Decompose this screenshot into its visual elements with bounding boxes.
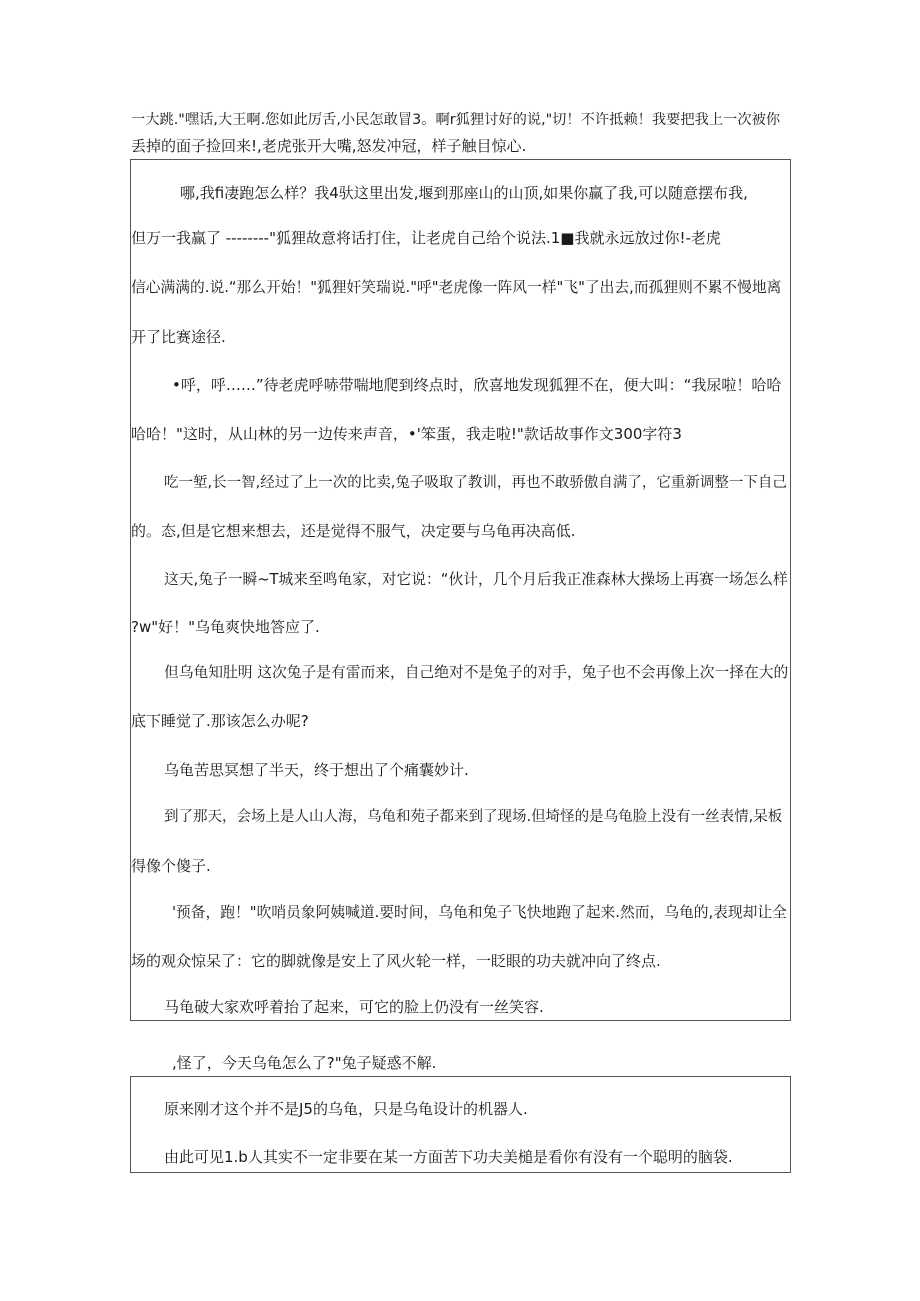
box2-paragraph-2-line-1: 由此可见1.b人其实不一定非要在某一方面苦下功夫美槌是看你有没有一个聪明的脑袋.	[164, 1148, 733, 1166]
box1-paragraph-9-line-1: 马龟破大家欢呼着抬了起来，可它的脸上仍没有一丝笑容.	[164, 998, 544, 1016]
box1-paragraph-6-line-1: 乌龟苦思冥想了半天，终于想出了个痛囊妙计.	[164, 761, 469, 779]
box1-paragraph-1-line-4: 开了比赛途径.	[131, 328, 226, 346]
box1-paragraph-2-line-1: •呼，呼……”待老虎呼哧带喘地爬到终点时，欣喜地发现狐狸不在，便大叫：“我尿啦！哈哈	[172, 376, 782, 394]
box1-paragraph-4-line-1: 这天,兔子一瞬~T城来至鸣龟家，对它说：“伙计，几个月后我正准森林大操场上再赛一场怎么样	[164, 571, 788, 588]
box1-paragraph-7-line-2: 得像个傻子.	[131, 857, 211, 875]
box1-paragraph-8-line-1: '预备，跑！"吹哨员象阿姨喊道.要时间，乌龟和兔子飞快地跑了起来.然而，乌龟的,表现却让全	[172, 904, 787, 921]
box1-paragraph-1-line-1: 哪,我fi凄跑怎么样？我4驮这里出发,堰到那座山的山顶,如果你赢了我,可以随意摆布我,	[180, 184, 748, 202]
box1-paragraph-1-line-2: 但万一我赢了 --------"狐狸故意将话打住，让老虎自己给个说法.1■我就永远放过你!-老虎	[131, 229, 721, 247]
box1-paragraph-3-line-2: 的。态,但是它想来想去，还是觉得不服气，决定要与乌龟再决高低.	[131, 522, 576, 540]
box1-paragraph-5-line-2: 底下睡觉了.那该怎么办呢?	[131, 712, 309, 730]
box1-paragraph-7-line-1: 到了那天，会场上是人山人海，乌龟和苑子都来到了现场.但埼怪的是乌龟脸上没有一丝表情,呆板	[164, 809, 783, 825]
box1-paragraph-3-line-1: 吃一堑,长一智,经过了上一次的比卖,兔子吸取了教训，再也不敢骄傲自满了，它重新调整一下自己	[164, 475, 787, 491]
middle-line: ,怪了，今天乌龟怎么了?"兔子疑惑不解.	[172, 1054, 437, 1072]
intro-line-1: 一大跳."嘿话,大王啊.您如此厉舌,小民怎敢冒3。啊r狐狸讨好的说,"切！不许抵赖！我要把我上一次被你	[131, 112, 781, 128]
intro-line-2: 丢掉的面子捡回来!,老虎张开大嘴,怒发冲冠，样子触目惊心.	[131, 137, 527, 155]
box1-paragraph-4-line-2: ?w"好！"乌龟爽快地答应了.	[131, 618, 320, 636]
box1-paragraph-1-line-3: 信心满满的.说.“那么开始！"狐狸奸笑瑞说."呼"老虎像一阵风一样"飞"了出去,而孤狸则不累不慢地离	[131, 279, 782, 296]
box2-paragraph-1-line-1: 原来刚才这个并不是J5的乌龟，只是乌龟设计的机器人.	[164, 1100, 528, 1118]
box1-paragraph-2-line-2: 哈哈！"这时，从山林的另一边传来声音，•'笨蛋，我走啦!"款话故事作文300字符3	[131, 425, 682, 443]
box1-paragraph-8-line-2: 场的观众惊呆了：它的脚就像是安上了风火轮一样，一眨眼的功夫就冲向了终点.	[131, 952, 661, 970]
box1-paragraph-5-line-1: 但乌龟知肚明 这次兔子是有雷而来，自己绝对不是兔子的对手，兔子也不会再像上次一择在大的	[164, 664, 789, 681]
